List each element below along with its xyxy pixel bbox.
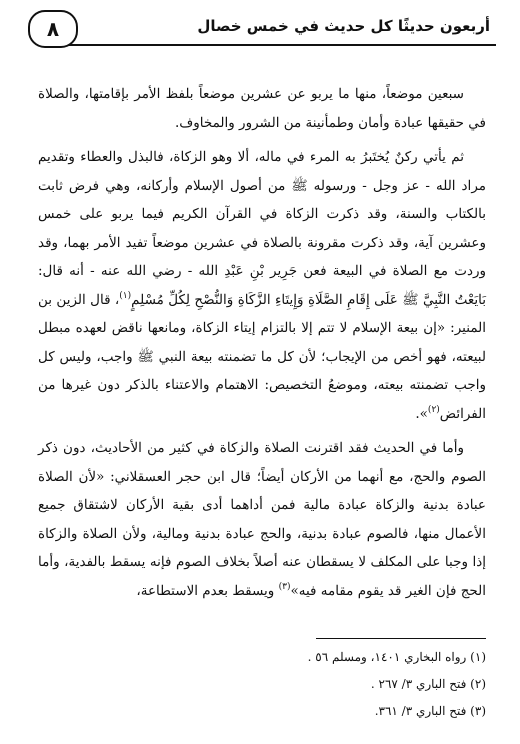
header-title: أربعون حديثًا كل حديث في خمس خصال	[197, 17, 490, 35]
footnotes	[46, 644, 486, 725]
running-header	[28, 10, 496, 56]
footnote-3: (٣) فتح الباري ٣/ ٣٦١.	[374, 704, 486, 718]
paragraph-2-text-end: ».	[415, 405, 428, 422]
footnote-ref-3[interactable]: (٣)	[278, 581, 291, 592]
page-number-badge: ٨	[28, 10, 78, 48]
paragraph-2	[38, 143, 486, 428]
paragraph-1-text: سبعين موضعاً، منها ما يربو عن عشرين موضعاً بلفظ الأمر بإقامتها، والصلاة في حقيقها عبادة وأمان وطمأنينة من الشرور والمخاوف.	[38, 86, 486, 131]
header-rule	[68, 44, 496, 46]
footnote-2: (٢) فتح الباري ٣/ ٢٦٧ .	[370, 677, 486, 691]
paragraph-3	[38, 434, 486, 605]
paragraph-3-text-before: وأما في الحديث فقد اقترنت الصلاة والزكاة في كثير من الأحاديث، دون ذكر الصوم والحج، مع أنهما من الأركان أيضاً؛ قال ابن حجر العسقلاني: «لأن الصلاة عبادة بدنية والزكاة عبادة مالية فمن أداهما أدى بقية الأركان لاشتقاق جميع الأعمال منها، فالصوم عبادة بدنية، والحج عبادة بدنية ومالية، ولأن الصلاة والزكاة إذا وجبا على المكلف لا يسقطان عنه أصلاً بخلاف الصوم فإنه يسقط بالفدية، وأما الحج فإن الغير قد يقوم مقامه فيه»	[38, 440, 486, 599]
footnote-separator	[316, 638, 486, 639]
footnote-ref-2[interactable]: (٢)	[427, 404, 440, 415]
footnote-ref-1[interactable]: (١)	[119, 290, 132, 301]
main-text	[38, 80, 486, 605]
paragraph-2-text-after: ، قال الزين بن المنير: «إن بيعة الإسلام لا تتم إلا بالتزام إيتاء الزكاة، ومانعها ناقض لعهده مبطل لبيعته، فهو أخص من الإيجاب؛ لأن كل ما تضمنته بيعة النبي ﷺ واجب، وليس كل واجب تضمنته بيعته، وموضعُ التخصيص: الاهتمام والاعتناء بالذكر دون غيرها من الفرائض	[38, 291, 486, 422]
footnote-1: (١) رواه البخاري ١٤٠١، ومسلم ٥٦ .	[307, 650, 486, 664]
paragraph-1	[38, 80, 486, 137]
paragraph-2-text-before: ثم يأتي ركنٌ يُختَبرُ به المرء في ماله، ألا وهو الزكاة، فالبذل والعطاء وتقديم مراد الله - عز وجل - ورسوله ﷺ من أصول الإسلام وأركانه، وهي فرض ثابت بالكتاب والسنة، وقد ذكرت الزكاة في القرآن الكريم فيما يربو على خمس وعشرين آية، وقد ذكرت مقرونة بالصلاة في عشرين موضعاً تفيد الأمر بهما، وقد وردت مع الصلاة في البيعة فعن جَرِير بْنِ عَبْدِ الله - رضي الله عنه - أنه قال: بَايَعْتُ النَّبِيَّ ﷺ عَلَى إِقَامِ الصَّلَاةِ وَإِيتَاءِ الزَّكَاةِ وَالنُّصْحِ لِكُلِّ مُسْلِمٍ	[38, 149, 486, 308]
paragraph-3-text-after: ويسقط بعدم الاستطاعة،	[136, 582, 279, 599]
